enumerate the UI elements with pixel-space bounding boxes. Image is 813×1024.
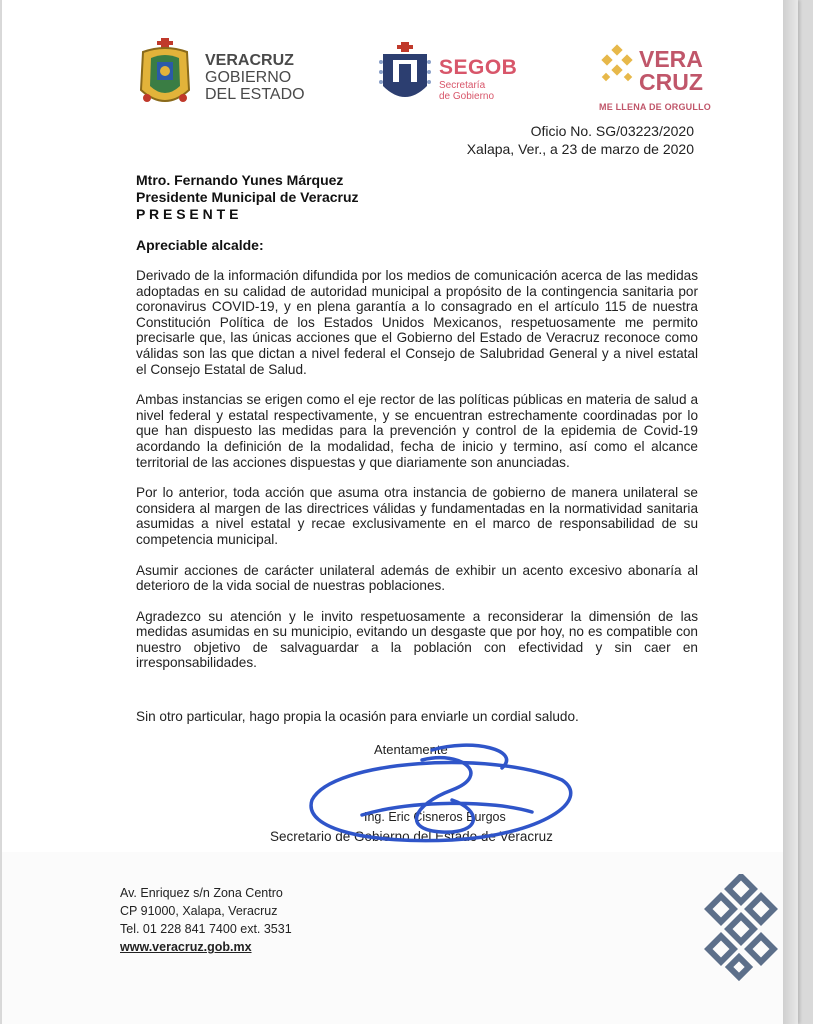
logo-line-gobierno: GOBIERNO <box>205 69 292 86</box>
signature-block <box>2 740 798 850</box>
brand-line-cruz: CRUZ <box>639 69 703 95</box>
logo-line-del-estado: DEL ESTADO <box>205 86 305 103</box>
letter-page <box>2 0 798 1024</box>
paragraph: Ambas instancias se erigen como el eje rector de las políticas públicas en materia de salud a nivel federal y estatal respectivamente, y se encuentran estrechamente coordinadas por lo que han dispuesto las medidas para la prevención y control de la epidemia de Covid-19 acordando la definición de la modalidad, fecha de inicio y termino, así como el alcance territorial de las acciones dispuestas y que diariamente son anunciadas. <box>136 392 698 470</box>
signer-name: Ing. Eric Cisneros Burgos <box>364 810 506 824</box>
website-link[interactable]: www.veracruz.gob.mx <box>120 940 252 954</box>
veracruz-gobierno-logo <box>135 38 305 119</box>
veracruz-pattern-icon <box>597 44 637 84</box>
addressee-position: Presidente Municipal de Veracruz <box>136 189 359 205</box>
brand-tagline <box>599 102 711 112</box>
paragraph: Por lo anterior, toda acción que asuma otra instancia de gobierno de manera unilateral se considera al margen de las directrices válidas y fundamentadas en la normatividad sanitaria asumidas a nivel estatal y recae exclusivamente en el marco de responsabilidad de su competencia municipal. <box>136 485 698 547</box>
segob-subtitle-line-1: Secretaría <box>439 80 486 91</box>
reference-block <box>467 122 694 158</box>
address-line-1: Av. Enriquez s/n Zona Centro <box>120 886 283 900</box>
letter-body <box>136 268 698 686</box>
phone-line: Tel. 01 228 841 7400 ext. 3531 <box>120 922 292 936</box>
segob-subtitle-line-2: de Gobierno <box>439 91 495 102</box>
veracruz-brand-logo <box>597 44 711 112</box>
segob-emblem-icon <box>377 42 433 108</box>
paragraph: Derivado de la información difundida por los medios de comunicación acerca de las medidas adoptadas en su calidad de autoridad municipal a propósito de la contingencia sanitaria por coronavirus COVID-19, y en plena garantía a lo consagrado en el artículo 115 de nuestra Constitución Política de los Estados Unidos Mexicanos, respetuosamente me permito precisarle que, las únicas acciones que el Gobierno del Estado de Veracruz reconoce como válidas son las que dictan a nivel federal el Consejo de Salubridad General y a nivel estatal el Consejo Estatal de Salud. <box>136 268 698 377</box>
place-date: Xalapa, Ver., a 23 de marzo de 2020 <box>466 141 694 157</box>
handwritten-signature-icon <box>292 740 592 850</box>
footer <box>2 852 798 1024</box>
footer-address <box>120 884 292 956</box>
paragraph: Agradezco su atención y le invito respetuosamente a reconsiderar la dimensión de las medidas asumidas en su municipio, evitando un desgaste que por hoy, no es compatible con nuestro objetivo de salvaguardar a la población con efectividad y sin caer en irresponsabilidades. <box>136 608 698 671</box>
veracruz-coat-of-arms-icon <box>135 38 195 114</box>
decorative-pattern-icon <box>702 874 792 984</box>
closing-line: Sin otro particular, hago propia la ocasión para enviarle un cordial saludo. <box>136 709 579 724</box>
greeting: Apreciable alcalde: <box>136 237 264 253</box>
oficio-number: Oficio No. SG/03223/2020 <box>530 123 694 139</box>
addressee-block <box>136 172 359 223</box>
address-line-2: CP 91000, Xalapa, Veracruz <box>120 904 278 918</box>
brand-tagline-b: ORGULLO <box>664 102 711 112</box>
signer-title: Secretario de Gobierno del Estado de Veracruz <box>270 829 553 844</box>
segob-title: SEGOB <box>439 56 518 79</box>
segob-logo <box>377 42 518 113</box>
paragraph: Asumir acciones de carácter unilateral además de exhibir un acento excesivo abonaría al deterioro de la vida social de nuestras poblaciones. <box>136 562 698 594</box>
page-edge-shadow <box>783 0 798 1024</box>
letterhead <box>2 38 798 118</box>
brand-tagline-a: ME LLENA DE <box>599 102 665 112</box>
addressee-name: Mtro. Fernando Yunes Márquez <box>136 172 344 188</box>
addressee-presente: P R E S E N T E <box>136 206 239 222</box>
atentamente-label: Atentamente <box>374 742 448 757</box>
logo-line-veracruz: VERACRUZ <box>205 52 294 69</box>
brand-line-vera: VERA <box>639 46 703 72</box>
